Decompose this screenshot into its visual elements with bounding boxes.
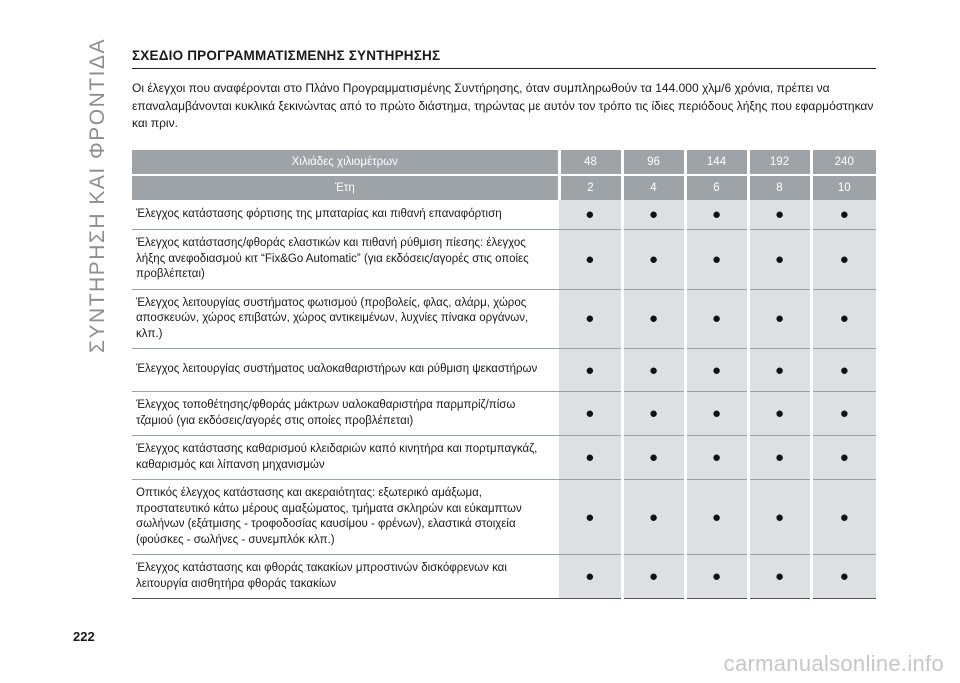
interval-bullet: ● — [811, 230, 876, 290]
interval-bullet: ● — [685, 289, 748, 349]
interval-bullet: ● — [811, 555, 876, 599]
side-section-title — [82, 37, 114, 353]
interval-bullet: ● — [685, 349, 748, 392]
interval-bullet: ● — [622, 230, 685, 290]
interval-bullet: ● — [622, 436, 685, 480]
interval-bullet: ● — [622, 200, 685, 230]
header-row-km — [132, 150, 876, 175]
table-row — [132, 200, 876, 230]
table-row — [132, 289, 876, 349]
interval-bullet: ● — [811, 392, 876, 436]
side-section-title-text: ΣΥΝΤΗΡΗΣΗ ΚΑΙ ΦΡΟΝΤΙΔΑ — [86, 37, 109, 353]
header-year-cell: 8 — [748, 175, 811, 200]
interval-bullet: ● — [559, 555, 622, 599]
interval-bullet: ● — [685, 200, 748, 230]
interval-bullet: ● — [559, 230, 622, 290]
interval-bullet: ● — [748, 436, 811, 480]
interval-bullet: ● — [559, 289, 622, 349]
page-number: 222 — [73, 629, 95, 644]
header-year-cell: 4 — [622, 175, 685, 200]
interval-bullet: ● — [559, 480, 622, 555]
header-row-years — [132, 175, 876, 200]
header-year-cell: 10 — [811, 175, 876, 200]
interval-bullet: ● — [622, 349, 685, 392]
header-km-cell: 48 — [559, 150, 622, 175]
maintenance-item-text: Έλεγχος λειτουργίας συστήματος φωτισμού (προβολείς, φλας, αλάρμ, χώρος αποσκευών, χώρος επιβατών, χώρος αντικειμένων, λυχνίες πίνακα οργάνων, κλπ.) — [132, 289, 559, 349]
interval-bullet: ● — [685, 555, 748, 599]
header-year-cell: 6 — [685, 175, 748, 200]
maintenance-item-text: Έλεγχος κατάστασης φόρτισης της μπαταρίας και πιθανή επαναφόρτιση — [132, 200, 559, 230]
header-km-cell: 96 — [622, 150, 685, 175]
header-km-cell: 192 — [748, 150, 811, 175]
interval-bullet: ● — [685, 230, 748, 290]
table-row — [132, 555, 876, 599]
table-body — [132, 200, 876, 599]
maintenance-item-text: Έλεγχος κατάστασης και φθοράς τακακίων μπροστινών δισκόφρενων και λειτουργία αισθητήρα φθοράς τακακίων — [132, 555, 559, 599]
interval-bullet: ● — [811, 436, 876, 480]
intro-paragraph: Οι έλεγχοι που αναφέρονται στο Πλάνο Προγραμματισμένης Συντήρησης, όταν συμπληρωθούν τα 144.000 χλμ/6 χρόνια, πρέπει να επαναλαμβάνονται κυκλικά ξεκινώντας από το πρώτο διάστημα, τηρώντας με αυτόν τον τρόπο τις ίδιες περιόδους λήξης που εφαρμόστηκαν και πριν. — [132, 81, 874, 130]
interval-bullet: ● — [685, 436, 748, 480]
interval-bullet: ● — [622, 480, 685, 555]
interval-bullet: ● — [622, 555, 685, 599]
header-year-cell: 2 — [559, 175, 622, 200]
interval-bullet: ● — [748, 480, 811, 555]
header-years-label: Έτη — [132, 175, 559, 200]
table-row — [132, 480, 876, 555]
interval-bullet: ● — [622, 289, 685, 349]
interval-bullet: ● — [748, 200, 811, 230]
header-km-label: Χιλιάδες χιλιομέτρων — [132, 150, 559, 175]
interval-bullet: ● — [748, 392, 811, 436]
interval-bullet: ● — [748, 349, 811, 392]
interval-bullet: ● — [811, 289, 876, 349]
header-km-cell: 240 — [811, 150, 876, 175]
maintenance-item-text: Έλεγχος τοποθέτησης/φθοράς μάκτρων υαλοκαθαριστήρα παρμπρίζ/πίσω τζαμιού (για εκδόσεις/αγορές στις οποίες προβλέπεται) — [132, 392, 559, 436]
interval-bullet: ● — [811, 480, 876, 555]
interval-bullet: ● — [811, 349, 876, 392]
interval-bullet: ● — [559, 392, 622, 436]
interval-bullet: ● — [559, 436, 622, 480]
table-row — [132, 349, 876, 392]
main-content — [132, 48, 876, 599]
interval-bullet: ● — [559, 200, 622, 230]
interval-bullet: ● — [559, 349, 622, 392]
interval-bullet: ● — [685, 480, 748, 555]
section-heading: ΣΧΕΔΙΟ ΠΡΟΓΡΑΜΜΑΤΙΣΜΕΝΗΣ ΣΥΝΤΗΡΗΣΗΣ — [132, 48, 876, 69]
maintenance-item-text: Έλεγχος λειτουργίας συστήματος υαλοκαθαριστήρων και ρύθμιση ψεκαστήρων — [132, 349, 559, 392]
header-km-cell: 144 — [685, 150, 748, 175]
interval-bullet: ● — [811, 200, 876, 230]
table-row — [132, 436, 876, 480]
maintenance-item-text: Έλεγχος κατάστασης/φθοράς ελαστικών και πιθανή ρύθμιση πίεσης: έλεγχος λήξης ανεφοδιασμού κιτ “Fix&Go Automatic” (για εκδόσεις/αγορές στις οποίες προβλέπεται) — [132, 230, 559, 290]
table-row — [132, 230, 876, 290]
interval-bullet: ● — [685, 392, 748, 436]
interval-bullet: ● — [748, 289, 811, 349]
maintenance-schedule-table — [132, 150, 876, 600]
interval-bullet: ● — [748, 230, 811, 290]
watermark-text: carmanualsonline.info — [723, 651, 944, 676]
table-row — [132, 392, 876, 436]
maintenance-item-text: Έλεγχος κατάστασης καθαρισμού κλειδαριών καπό κινητήρα και πορτμπαγκάζ, καθαρισμός και λίπανση μηχανισμών — [132, 436, 559, 480]
interval-bullet: ● — [622, 392, 685, 436]
interval-bullet: ● — [748, 555, 811, 599]
maintenance-item-text: Οπτικός έλεγχος κατάστασης και ακεραιότητας: εξωτερικό αμάξωμα, προστατευτικό κάτω μέρους αμαξώματος, τμήματα σκληρών και εύκαμπτων σωλήνων (εξάτμισης - τροφοδοσίας καυσίμου - φρένων), ελαστικά στοιχεία (φούσκες - σωλήνες - συνεμπλόκ κλπ.) — [132, 480, 559, 555]
